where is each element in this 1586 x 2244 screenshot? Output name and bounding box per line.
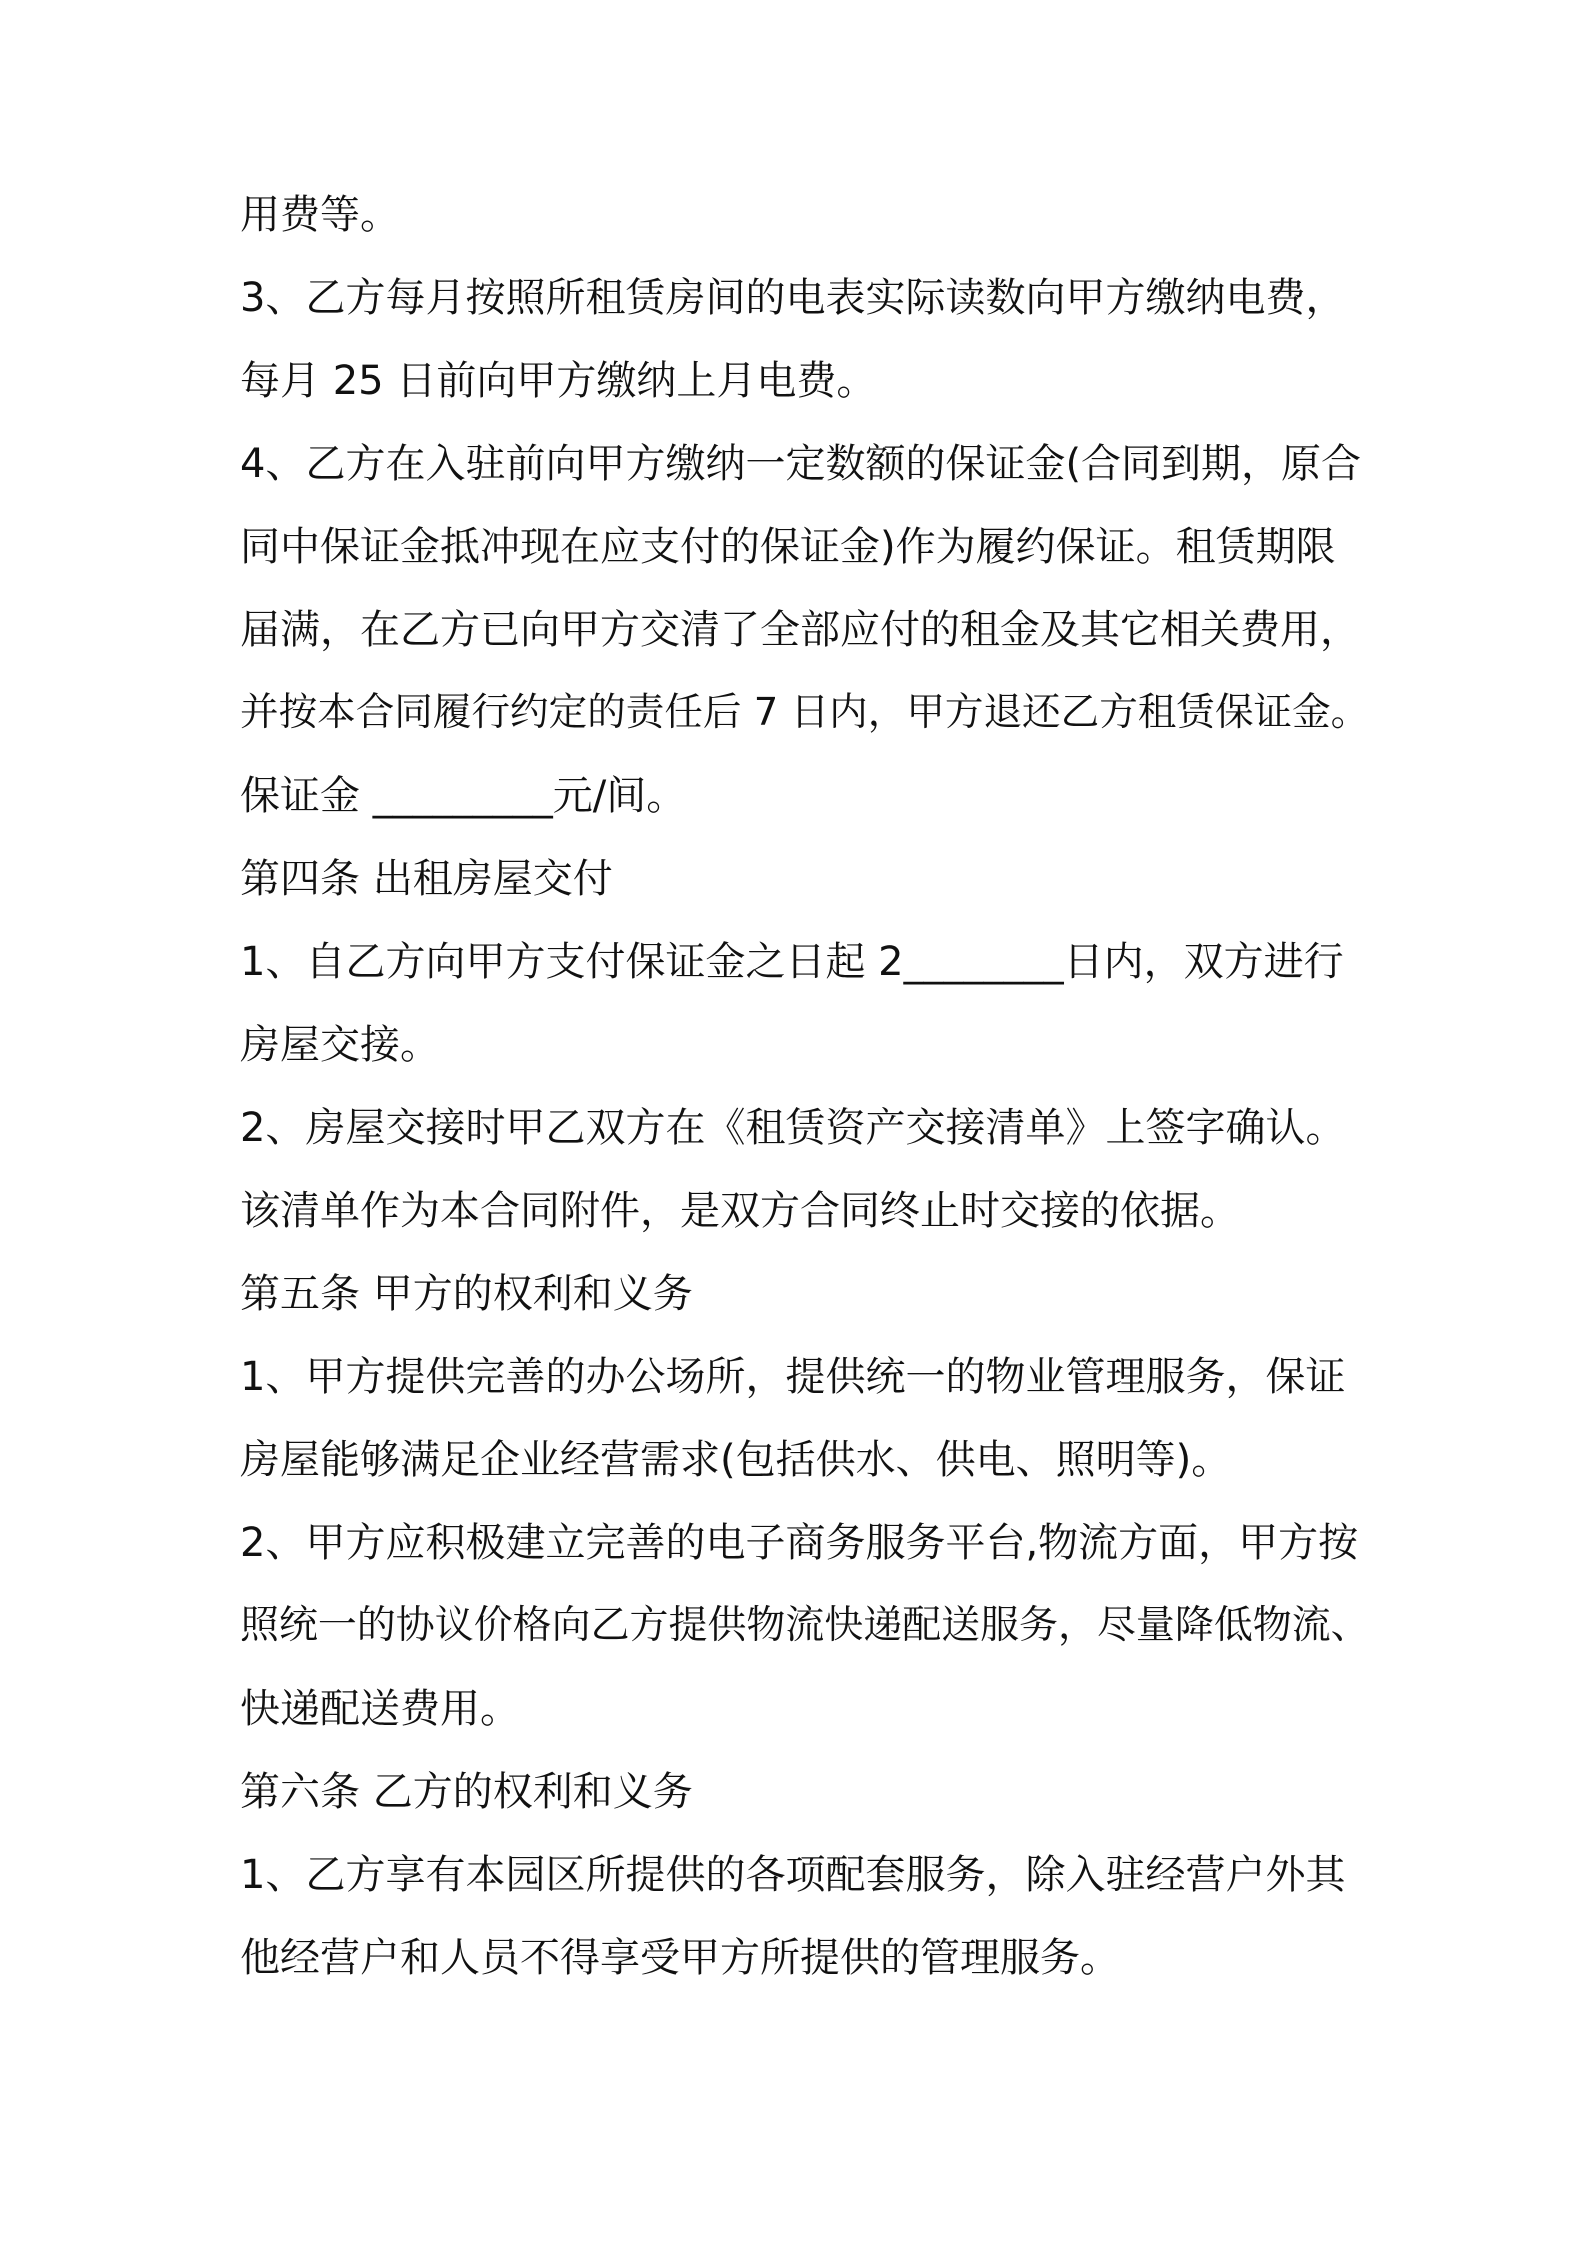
text-line: 并按本合同履行约定的责任后 7 日内，甲方退还乙方租赁保证金。	[240, 690, 1370, 735]
text-line: 2、甲方应积极建立完善的电子商务服务平台,物流方面，甲方按	[240, 1520, 1359, 1566]
text-line: 快递配送费用。	[240, 1686, 520, 1732]
text-line: 4、乙方在入驻前向甲方缴纳一定数额的保证金(合同到期，原合	[240, 441, 1362, 487]
text-line: 1、乙方享有本园区所提供的各项配套服务，除入驻经营户外其	[240, 1852, 1346, 1898]
text-line: 同中保证金抵冲现在应支付的保证金)作为履约保证。租赁期限	[240, 524, 1336, 570]
text-line: 照统一的协议价格向乙方提供物流快递配送服务，尽量降低物流、	[240, 1603, 1370, 1648]
section-heading: 第五条 甲方的权利和义务	[240, 1271, 693, 1317]
text-line: 届满，在乙方已向甲方交清了全部应付的租金及其它相关费用，	[240, 607, 1360, 653]
text-line: 他经营户和人员不得享受甲方所提供的管理服务。	[240, 1935, 1120, 1981]
text-line: 该清单作为本合同附件，是双方合同终止时交接的依据。	[240, 1188, 1240, 1234]
text-line: 房屋交接。	[240, 1022, 440, 1068]
section-heading: 第六条 乙方的权利和义务	[240, 1769, 693, 1815]
document-body	[240, 193, 1370, 2019]
text-line: 用费等。	[240, 192, 400, 238]
text-line: 每月 25 日前向甲方缴纳上月电费。	[240, 358, 877, 404]
section-heading: 第四条 出租房屋交付	[240, 856, 613, 902]
text-line: 1、自乙方向甲方支付保证金之日起 2________日内，双方进行	[240, 939, 1344, 985]
text-line: 3、乙方每月按照所租赁房间的电表实际读数向甲方缴纳电费，	[240, 275, 1346, 321]
deposit-line: 保证金 _________元/间。	[240, 773, 687, 819]
text-line: 2、房屋交接时甲乙双方在《租赁资产交接清单》上签字确认。	[240, 1105, 1346, 1151]
text-line: 1、甲方提供完善的办公场所，提供统一的物业管理服务，保证	[240, 1354, 1346, 1400]
text-line: 房屋能够满足企业经营需求(包括供水、供电、照明等)。	[240, 1437, 1232, 1483]
